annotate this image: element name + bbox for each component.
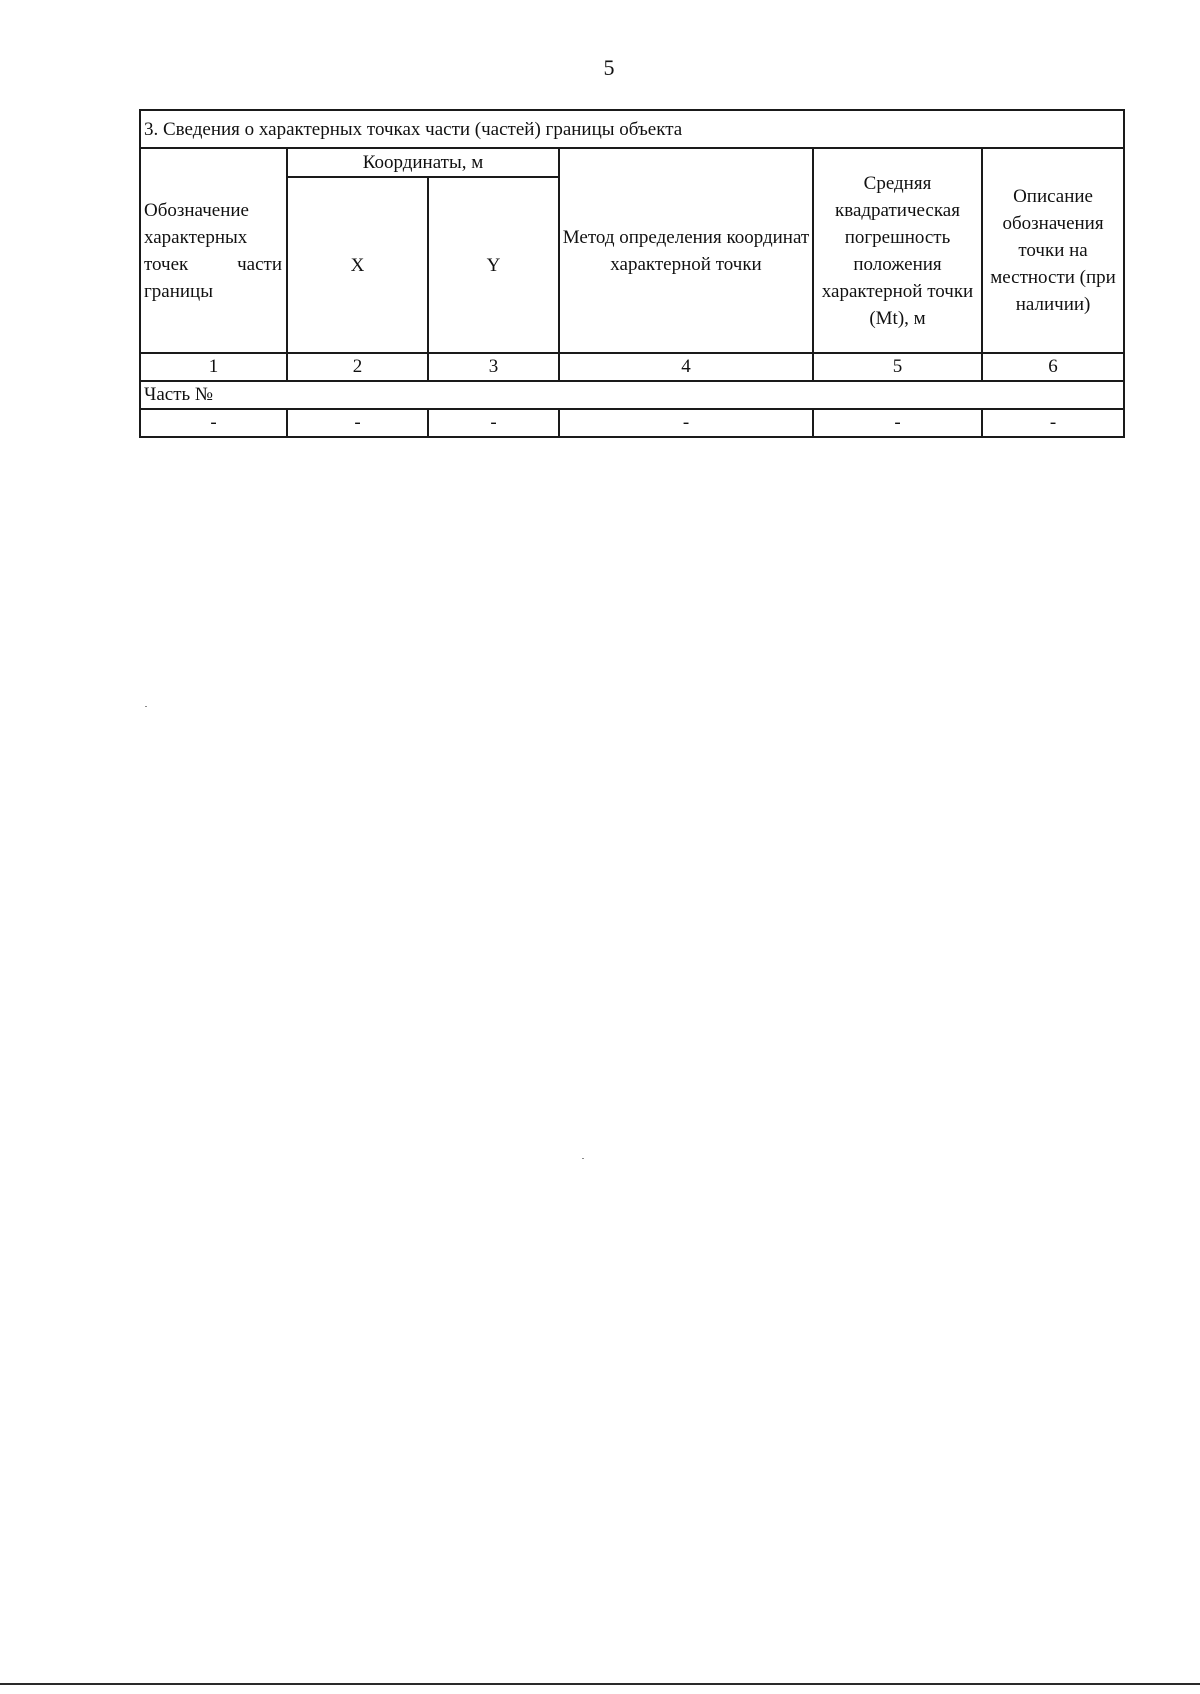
col-point-designation-header <box>140 148 287 353</box>
table-cell: - <box>428 409 559 437</box>
col1-word-points: точек <box>144 253 189 275</box>
part-label: Часть № <box>140 381 1124 409</box>
scan-speck <box>582 1158 584 1159</box>
col-method-header: Метод определения координат характерной точки <box>559 148 813 353</box>
column-numbers-row <box>140 353 1124 381</box>
table-cell: - <box>982 409 1124 437</box>
column-number: 6 <box>982 353 1124 381</box>
column-number: 4 <box>559 353 813 381</box>
header-row-1 <box>140 148 1124 177</box>
col1-word-part: части <box>237 253 282 275</box>
col1-line-4: границы <box>144 280 213 302</box>
col1-line-3 <box>144 251 286 278</box>
page-bottom-rule <box>0 1683 1200 1685</box>
column-number: 5 <box>813 353 982 381</box>
table-title-row <box>140 110 1124 148</box>
table-cell: - <box>287 409 428 437</box>
table-cell: - <box>559 409 813 437</box>
col-y-header: Y <box>428 177 559 353</box>
table-row <box>140 409 1124 437</box>
column-number: 3 <box>428 353 559 381</box>
column-number: 1 <box>140 353 287 381</box>
table-cell: - <box>140 409 287 437</box>
part-row <box>140 381 1124 409</box>
page-number: 5 <box>603 55 615 80</box>
column-number: 2 <box>287 353 428 381</box>
col1-line-2: характерных <box>144 226 248 248</box>
col-error-header: Средняя квадратическая погрешность положения характерной точки (Mt), м <box>813 148 982 353</box>
col-description-header: Описание обозначения точки на местности (при наличии) <box>982 148 1124 353</box>
scan-speck <box>145 706 147 707</box>
col-x-header: X <box>287 177 428 353</box>
characteristic-points-table <box>139 109 1125 438</box>
coordinates-header: Координаты, м <box>287 148 559 177</box>
table-title: 3. Сведения о характерных точках части (частей) границы объекта <box>140 110 1124 148</box>
table-cell: - <box>813 409 982 437</box>
col1-line-1: Обозначение <box>144 199 249 221</box>
